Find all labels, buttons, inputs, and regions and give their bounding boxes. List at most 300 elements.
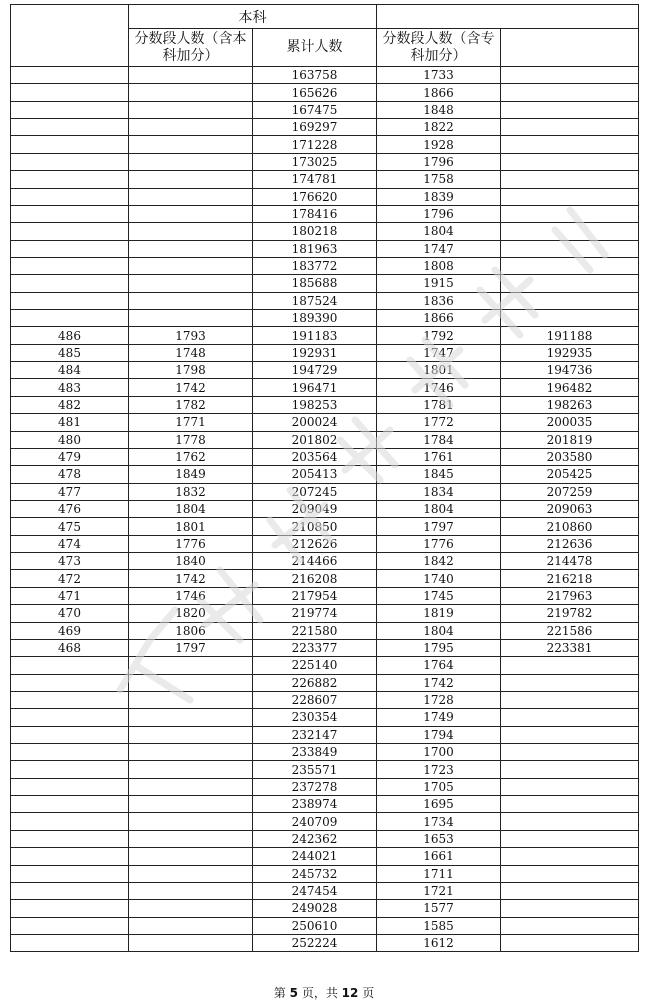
score-cell: 485 xyxy=(11,344,129,361)
zhuanke-cumulative-cell: 203580 xyxy=(501,448,639,465)
score-cell xyxy=(11,848,129,865)
score-cell xyxy=(11,67,129,84)
table-row xyxy=(11,171,639,188)
benke-cumulative-cell: 250610 xyxy=(253,917,377,934)
benke-cumulative-cell: 216208 xyxy=(253,570,377,587)
benke-cumulative-cell: 185688 xyxy=(253,275,377,292)
benke-segment-cell xyxy=(129,796,253,813)
score-cell: 475 xyxy=(11,518,129,535)
benke-segment-cell: 1801 xyxy=(129,518,253,535)
benke-cumulative-cell: 233849 xyxy=(253,744,377,761)
page-footer xyxy=(0,984,648,1001)
zhuanke-cumulative-cell xyxy=(501,119,639,136)
score-cell: 476 xyxy=(11,500,129,517)
zhuanke-segment-cell: 1747 xyxy=(377,240,501,257)
zhuanke-cumulative-cell xyxy=(501,830,639,847)
benke-segment-cell: 1804 xyxy=(129,500,253,517)
score-cell: 481 xyxy=(11,414,129,431)
benke-segment-cell xyxy=(129,292,253,309)
zhuanke-cumulative-cell: 214478 xyxy=(501,553,639,570)
zhuanke-segment-cell: 1700 xyxy=(377,744,501,761)
table-row xyxy=(11,327,639,344)
zhuanke-cumulative-cell: 217963 xyxy=(501,587,639,604)
benke-segment-cell xyxy=(129,691,253,708)
benke-cumulative-cell: 209049 xyxy=(253,500,377,517)
zhuanke-segment-cell: 1721 xyxy=(377,882,501,899)
benke-segment-cell: 1778 xyxy=(129,431,253,448)
benke-cumulative-cell: 232147 xyxy=(253,726,377,743)
benke-cumulative-cell: 183772 xyxy=(253,257,377,274)
benke-segment-cell: 1840 xyxy=(129,553,253,570)
table-row xyxy=(11,934,639,951)
zhuanke-segment-cell: 1764 xyxy=(377,657,501,674)
benke-cumulative-cell: 221580 xyxy=(253,622,377,639)
zhuanke-segment-cell: 1705 xyxy=(377,778,501,795)
benke-cumulative-cell: 219774 xyxy=(253,605,377,622)
score-cell xyxy=(11,188,129,205)
benke-cumulative-cell: 178416 xyxy=(253,205,377,222)
table-row xyxy=(11,448,639,465)
zhuanke-segment-cell: 1796 xyxy=(377,205,501,222)
zhuanke-segment-cell: 1742 xyxy=(377,674,501,691)
zhuanke-cumulative-cell xyxy=(501,188,639,205)
benke-cumulative-cell: 201802 xyxy=(253,431,377,448)
score-cell xyxy=(11,830,129,847)
score-cell xyxy=(11,761,129,778)
table-row xyxy=(11,257,639,274)
zhuanke-cumulative-cell: 219782 xyxy=(501,605,639,622)
zhuanke-cumulative-cell xyxy=(501,257,639,274)
zhuanke-segment-cell: 1796 xyxy=(377,153,501,170)
zhuanke-cumulative-cell xyxy=(501,691,639,708)
zhuanke-cumulative-cell: 194736 xyxy=(501,362,639,379)
table-row xyxy=(11,223,639,240)
benke-cumulative-cell: 198253 xyxy=(253,396,377,413)
benke-cumulative-cell: 245732 xyxy=(253,865,377,882)
zhuanke-segment-header: 分数段人数（含专科加分） xyxy=(377,29,501,67)
table-row xyxy=(11,205,639,222)
score-cell: 483 xyxy=(11,379,129,396)
table-row xyxy=(11,796,639,813)
zhuanke-cumulative-cell xyxy=(501,136,639,153)
score-cell xyxy=(11,934,129,951)
table-row xyxy=(11,188,639,205)
table-row xyxy=(11,691,639,708)
benke-cumulative-cell: 167475 xyxy=(253,101,377,118)
table-row xyxy=(11,483,639,500)
zhuanke-segment-cell: 1792 xyxy=(377,327,501,344)
zhuanke-segment-cell: 1842 xyxy=(377,553,501,570)
benke-segment-cell: 1798 xyxy=(129,362,253,379)
score-cell: 478 xyxy=(11,466,129,483)
table-row xyxy=(11,622,639,639)
zhuanke-segment-cell: 1653 xyxy=(377,830,501,847)
benke-segment-cell xyxy=(129,153,253,170)
benke-group-header: 本科 xyxy=(129,5,377,29)
benke-segment-cell xyxy=(129,67,253,84)
table-row xyxy=(11,500,639,517)
benke-segment-cell xyxy=(129,171,253,188)
table-row xyxy=(11,726,639,743)
score-cell: 484 xyxy=(11,362,129,379)
benke-cumulative-cell: 181963 xyxy=(253,240,377,257)
zhuanke-cumulative-cell xyxy=(501,67,639,84)
footer-total-pages: 12 xyxy=(341,986,359,1000)
zhuanke-segment-cell: 1761 xyxy=(377,448,501,465)
benke-segment-header: 分数段人数（含本科加分） xyxy=(129,29,253,67)
benke-cumulative-cell: 171228 xyxy=(253,136,377,153)
zhuanke-cumulative-cell: 198263 xyxy=(501,396,639,413)
benke-segment-cell: 1793 xyxy=(129,327,253,344)
benke-cumulative-cell: 205413 xyxy=(253,466,377,483)
zhuanke-segment-cell: 1819 xyxy=(377,605,501,622)
score-distribution-table xyxy=(10,4,639,952)
benke-cumulative-cell: 228607 xyxy=(253,691,377,708)
benke-segment-cell: 1742 xyxy=(129,570,253,587)
zhuanke-cumulative-cell xyxy=(501,778,639,795)
score-cell xyxy=(11,813,129,830)
benke-segment-cell: 1776 xyxy=(129,535,253,552)
zhuanke-segment-cell: 1822 xyxy=(377,119,501,136)
zhuanke-segment-cell: 1723 xyxy=(377,761,501,778)
zhuanke-segment-cell: 1695 xyxy=(377,796,501,813)
table-row xyxy=(11,778,639,795)
score-cell xyxy=(11,257,129,274)
table-row xyxy=(11,431,639,448)
benke-segment-cell xyxy=(129,275,253,292)
zhuanke-segment-cell: 1776 xyxy=(377,535,501,552)
benke-segment-cell xyxy=(129,84,253,101)
benke-segment-cell: 1832 xyxy=(129,483,253,500)
benke-segment-cell xyxy=(129,657,253,674)
benke-segment-cell xyxy=(129,726,253,743)
benke-cumulative-cell: 223377 xyxy=(253,639,377,656)
benke-segment-cell xyxy=(129,917,253,934)
zhuanke-cumulative-cell xyxy=(501,223,639,240)
zhuanke-cumulative-cell xyxy=(501,934,639,951)
zhuanke-cumulative-cell xyxy=(501,84,639,101)
benke-cumulative-cell: 207245 xyxy=(253,483,377,500)
zhuanke-cumulative-cell: 221586 xyxy=(501,622,639,639)
zhuanke-cumulative-cell xyxy=(501,275,639,292)
table-row xyxy=(11,362,639,379)
score-cell: 472 xyxy=(11,570,129,587)
benke-segment-cell xyxy=(129,119,253,136)
zhuanke-segment-cell: 1612 xyxy=(377,934,501,951)
benke-segment-cell: 1820 xyxy=(129,605,253,622)
footer-page-number: 5 xyxy=(289,986,298,1000)
zhuanke-segment-cell: 1915 xyxy=(377,275,501,292)
score-cell: 486 xyxy=(11,327,129,344)
zhuanke-cumulative-cell xyxy=(501,101,639,118)
zhuanke-segment-cell: 1801 xyxy=(377,362,501,379)
zhuanke-segment-cell: 1758 xyxy=(377,171,501,188)
zhuanke-cumulative-cell: 207259 xyxy=(501,483,639,500)
table-row xyxy=(11,535,639,552)
table-row xyxy=(11,605,639,622)
benke-cumulative-cell: 212626 xyxy=(253,535,377,552)
zhuanke-segment-cell: 1804 xyxy=(377,500,501,517)
benke-cumulative-cell: 242362 xyxy=(253,830,377,847)
zhuanke-segment-cell: 1839 xyxy=(377,188,501,205)
score-cell xyxy=(11,171,129,188)
zhuanke-segment-cell: 1740 xyxy=(377,570,501,587)
zhuanke-cumulative-cell xyxy=(501,292,639,309)
table-row xyxy=(11,639,639,656)
table-row xyxy=(11,466,639,483)
table-row xyxy=(11,674,639,691)
zhuanke-cumulative-cell xyxy=(501,310,639,327)
benke-cumulative-cell: 238974 xyxy=(253,796,377,813)
zhuanke-segment-cell: 1746 xyxy=(377,379,501,396)
score-cell xyxy=(11,310,129,327)
benke-segment-cell: 1797 xyxy=(129,639,253,656)
zhuanke-cumulative-cell xyxy=(501,205,639,222)
zhuanke-cumulative-cell xyxy=(501,796,639,813)
benke-cumulative-cell: 187524 xyxy=(253,292,377,309)
table-row xyxy=(11,136,639,153)
table-row xyxy=(11,744,639,761)
table-row xyxy=(11,882,639,899)
benke-segment-cell xyxy=(129,188,253,205)
table-row xyxy=(11,917,639,934)
zhuanke-cumulative-cell xyxy=(501,813,639,830)
zhuanke-cumulative-cell: 209063 xyxy=(501,500,639,517)
score-cell xyxy=(11,691,129,708)
zhuanke-cumulative-cell xyxy=(501,240,639,257)
table-row xyxy=(11,275,639,292)
table-row xyxy=(11,865,639,882)
benke-segment-cell xyxy=(129,882,253,899)
benke-cumulative-cell: 244021 xyxy=(253,848,377,865)
zhuanke-cumulative-cell: 196482 xyxy=(501,379,639,396)
score-cell xyxy=(11,744,129,761)
benke-cumulative-cell: 217954 xyxy=(253,587,377,604)
benke-segment-cell xyxy=(129,761,253,778)
zhuanke-segment-cell: 1747 xyxy=(377,344,501,361)
table-row xyxy=(11,67,639,84)
table-row xyxy=(11,344,639,361)
benke-cumulative-cell: 214466 xyxy=(253,553,377,570)
zhuanke-cumulative-cell xyxy=(501,726,639,743)
zhuanke-cumulative-cell xyxy=(501,761,639,778)
zhuanke-segment-cell: 1845 xyxy=(377,466,501,483)
table-row xyxy=(11,657,639,674)
benke-cumulative-cell: 247454 xyxy=(253,882,377,899)
zhuanke-segment-cell: 1781 xyxy=(377,396,501,413)
zhuanke-segment-cell: 1577 xyxy=(377,900,501,917)
table-row xyxy=(11,848,639,865)
zhuanke-segment-cell: 1836 xyxy=(377,292,501,309)
score-cell xyxy=(11,240,129,257)
table-row xyxy=(11,587,639,604)
zhuanke-group-header xyxy=(377,5,639,29)
zhuanke-cumulative-cell xyxy=(501,744,639,761)
score-cell xyxy=(11,153,129,170)
benke-segment-cell xyxy=(129,257,253,274)
benke-cumulative-cell: 200024 xyxy=(253,414,377,431)
score-cell xyxy=(11,223,129,240)
benke-segment-cell xyxy=(129,205,253,222)
zhuanke-segment-cell: 1804 xyxy=(377,223,501,240)
zhuanke-cumulative-cell xyxy=(501,848,639,865)
score-cell xyxy=(11,292,129,309)
benke-cumulative-cell: 203564 xyxy=(253,448,377,465)
zhuanke-cumulative-cell xyxy=(501,674,639,691)
zhuanke-segment-cell: 1728 xyxy=(377,691,501,708)
table-row xyxy=(11,813,639,830)
zhuanke-segment-cell: 1772 xyxy=(377,414,501,431)
zhuanke-cumulative-cell: 205425 xyxy=(501,466,639,483)
zhuanke-cumulative-cell: 212636 xyxy=(501,535,639,552)
zhuanke-cumulative-cell xyxy=(501,917,639,934)
score-cell xyxy=(11,726,129,743)
zhuanke-segment-cell: 1749 xyxy=(377,709,501,726)
benke-cumulative-cell: 210850 xyxy=(253,518,377,535)
benke-cumulative-cell: 230354 xyxy=(253,709,377,726)
score-cell xyxy=(11,119,129,136)
zhuanke-segment-cell: 1848 xyxy=(377,101,501,118)
zhuanke-cumulative-cell xyxy=(501,171,639,188)
zhuanke-segment-cell: 1834 xyxy=(377,483,501,500)
benke-segment-cell xyxy=(129,900,253,917)
zhuanke-segment-cell: 1795 xyxy=(377,639,501,656)
benke-segment-cell: 1849 xyxy=(129,466,253,483)
benke-cumulative-cell: 189390 xyxy=(253,310,377,327)
score-column-header xyxy=(11,5,129,67)
zhuanke-segment-cell: 1733 xyxy=(377,67,501,84)
benke-cumulative-cell: 174781 xyxy=(253,171,377,188)
benke-cumulative-cell: 163758 xyxy=(253,67,377,84)
benke-segment-cell xyxy=(129,223,253,240)
benke-cumulative-cell: 249028 xyxy=(253,900,377,917)
benke-cumulative-cell: 196471 xyxy=(253,379,377,396)
benke-segment-cell xyxy=(129,709,253,726)
zhuanke-segment-cell: 1866 xyxy=(377,84,501,101)
benke-segment-cell xyxy=(129,813,253,830)
table-row xyxy=(11,570,639,587)
footer-prefix: 第 xyxy=(273,986,286,1000)
benke-segment-cell xyxy=(129,778,253,795)
score-cell xyxy=(11,882,129,899)
score-cell: 480 xyxy=(11,431,129,448)
table-row xyxy=(11,84,639,101)
table-row xyxy=(11,414,639,431)
score-cell xyxy=(11,917,129,934)
benke-cumulative-cell: 237278 xyxy=(253,778,377,795)
table-row xyxy=(11,101,639,118)
score-cell: 477 xyxy=(11,483,129,500)
table-row xyxy=(11,292,639,309)
score-cell xyxy=(11,657,129,674)
zhuanke-cumulative-cell xyxy=(501,900,639,917)
zhuanke-cumulative-cell xyxy=(501,882,639,899)
benke-segment-cell xyxy=(129,830,253,847)
benke-cumulative-cell: 180218 xyxy=(253,223,377,240)
table-row xyxy=(11,153,639,170)
table-row xyxy=(11,761,639,778)
zhuanke-cumulative-cell xyxy=(501,709,639,726)
zhuanke-cumulative-cell: 216218 xyxy=(501,570,639,587)
zhuanke-segment-cell: 1745 xyxy=(377,587,501,604)
table-row xyxy=(11,119,639,136)
benke-cumulative-cell: 165626 xyxy=(253,84,377,101)
score-cell xyxy=(11,101,129,118)
benke-segment-cell: 1742 xyxy=(129,379,253,396)
benke-segment-cell xyxy=(129,865,253,882)
zhuanke-cumulative-cell: 192935 xyxy=(501,344,639,361)
score-cell: 469 xyxy=(11,622,129,639)
zhuanke-cumulative-header xyxy=(501,29,639,67)
score-cell xyxy=(11,84,129,101)
zhuanke-segment-cell: 1661 xyxy=(377,848,501,865)
score-cell: 468 xyxy=(11,639,129,656)
benke-segment-cell xyxy=(129,744,253,761)
score-cell xyxy=(11,778,129,795)
score-cell: 474 xyxy=(11,535,129,552)
zhuanke-cumulative-cell: 191188 xyxy=(501,327,639,344)
zhuanke-cumulative-cell: 223381 xyxy=(501,639,639,656)
benke-segment-cell xyxy=(129,240,253,257)
score-cell: 479 xyxy=(11,448,129,465)
score-cell: 482 xyxy=(11,396,129,413)
footer-suffix: 页 xyxy=(362,986,375,1000)
zhuanke-cumulative-cell: 210860 xyxy=(501,518,639,535)
zhuanke-segment-cell: 1794 xyxy=(377,726,501,743)
benke-segment-cell: 1771 xyxy=(129,414,253,431)
score-cell: 470 xyxy=(11,605,129,622)
score-cell xyxy=(11,900,129,917)
benke-segment-cell xyxy=(129,934,253,951)
table-row xyxy=(11,518,639,535)
zhuanke-segment-cell: 1734 xyxy=(377,813,501,830)
zhuanke-segment-cell: 1585 xyxy=(377,917,501,934)
table-row xyxy=(11,310,639,327)
score-cell xyxy=(11,205,129,222)
benke-segment-cell: 1748 xyxy=(129,344,253,361)
table-row xyxy=(11,900,639,917)
zhuanke-cumulative-cell: 201819 xyxy=(501,431,639,448)
benke-cumulative-cell: 240709 xyxy=(253,813,377,830)
zhuanke-cumulative-cell xyxy=(501,153,639,170)
zhuanke-cumulative-cell: 200035 xyxy=(501,414,639,431)
zhuanke-cumulative-cell xyxy=(501,657,639,674)
benke-segment-cell xyxy=(129,848,253,865)
benke-segment-cell xyxy=(129,136,253,153)
score-cell xyxy=(11,136,129,153)
zhuanke-segment-cell: 1928 xyxy=(377,136,501,153)
zhuanke-cumulative-cell xyxy=(501,865,639,882)
benke-cumulative-cell: 235571 xyxy=(253,761,377,778)
benke-segment-cell: 1762 xyxy=(129,448,253,465)
table-row xyxy=(11,396,639,413)
footer-middle: 页，共 xyxy=(301,986,338,1000)
benke-cumulative-cell: 252224 xyxy=(253,934,377,951)
table-body xyxy=(11,67,639,952)
benke-cumulative-cell: 226882 xyxy=(253,674,377,691)
zhuanke-segment-cell: 1866 xyxy=(377,310,501,327)
benke-segment-cell xyxy=(129,101,253,118)
benke-segment-cell: 1806 xyxy=(129,622,253,639)
benke-cumulative-cell: 225140 xyxy=(253,657,377,674)
zhuanke-segment-cell: 1711 xyxy=(377,865,501,882)
benke-cumulative-cell: 194729 xyxy=(253,362,377,379)
score-cell xyxy=(11,275,129,292)
score-cell xyxy=(11,709,129,726)
score-cell: 473 xyxy=(11,553,129,570)
benke-segment-cell: 1782 xyxy=(129,396,253,413)
score-cell xyxy=(11,674,129,691)
